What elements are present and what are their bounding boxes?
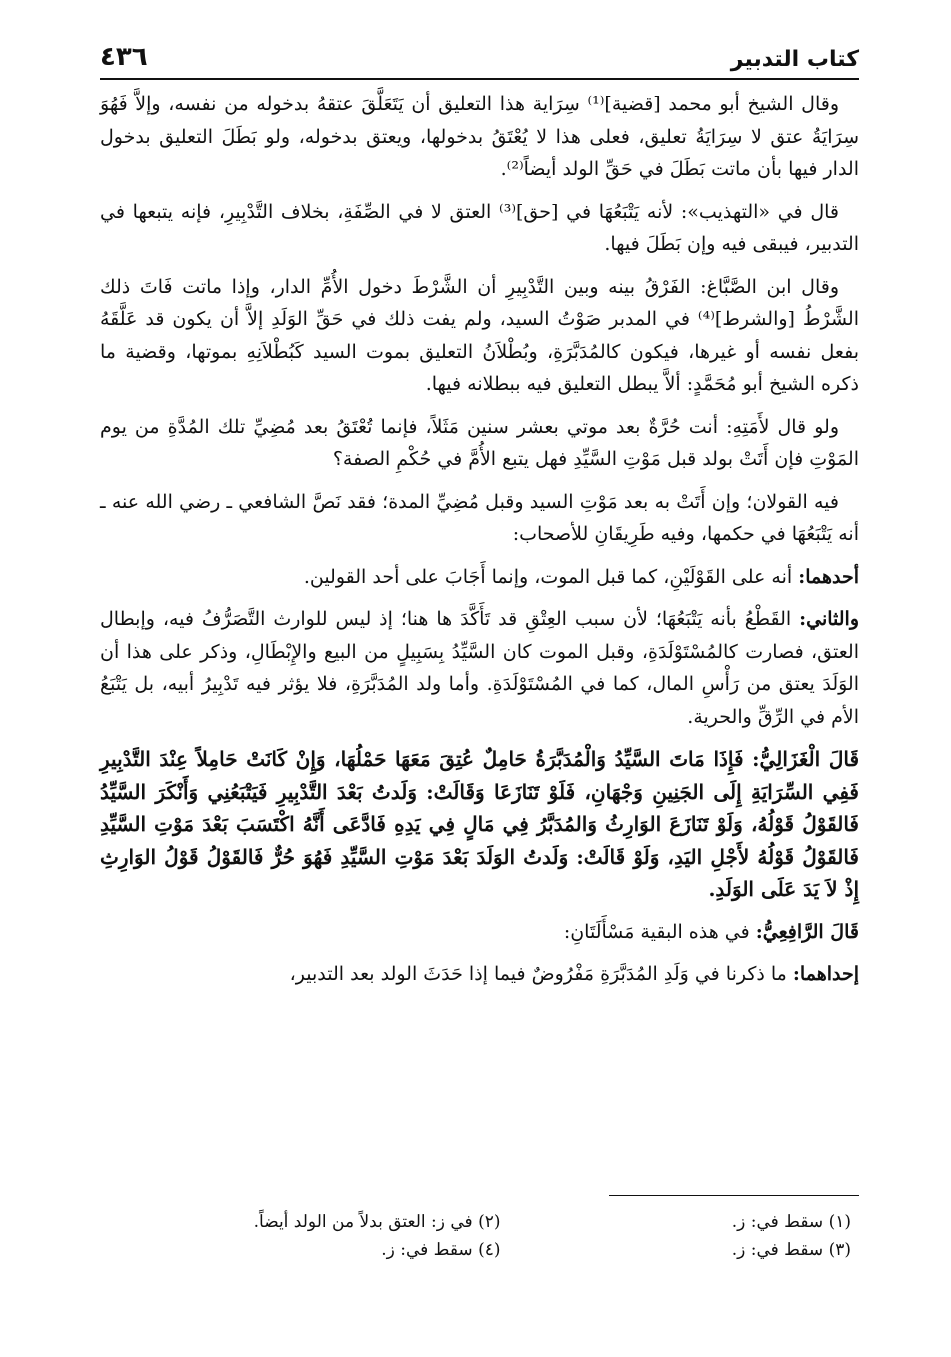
paragraph-text: أنه على القَوْلَيْنِ، كما قبل الموت، وإنما أَجَابَ على أحد القولين. [303,565,799,588]
footnote-text: في ز: العتق بدلاً من الولد أيضاً. [253,1212,473,1232]
footnotes [180,1208,851,1264]
paragraph-lead: قَالَ الرَّافِعِيُّ: [755,920,859,943]
paragraph-text: ولو قال لأَمَتِهِ: أنت حُرَّةٌ بعد موتي بعشر سنين مَثَلاً، فإنما تُعْتَقُ بعد مُضِيِّ تلك المُدَّةِ من يوم المَوْتِ فإن أَتَتْ بولد قبل مَوْتِ السَّيِّدِ فهل يتبع الأُمَّ في حُكْمِ الصفة؟ [100,415,859,470]
footnote-number: (٣) [828,1240,851,1260]
paragraph-text: ما ذكرنا في وَلَدِ المُدَبَّرَةِ مَفْرُوضٌ فيما إذا حَدَثَ الولد بعد التدبير، [289,963,793,985]
footnote-number: (٤) [478,1240,501,1260]
page-header [100,32,859,80]
paragraph-text: وقال الشيخ أبو محمد [قضية]⁽¹⁾ سِرَاية هذا التعليق أن يَتَعَلَّقَ عتقهُ بدخوله من نفسه، وإلاَّ فَهُوَ سِرَايَةُ عتق لا سِرَايَةُ تعليق، فعلى هذا لا يُعْتَقُ بدخولها، ويعتق بدخوله، ولو بَطَلَ التعليق بدخول الدار فيها بأن ماتت بَطَلَ في حَقِّ الولد أيضاً⁽²⁾. [100,93,859,180]
paragraph [100,411,859,476]
footnote [531,1236,852,1264]
paragraph [100,958,859,991]
paragraph-text: القَطْعُ بأنه يَتْبَعُهَا؛ لأن سبب العِتْقِ قد تَأَكَّدَ ها هنا؛ إذ ليس للوارث التَّصَرُّفُ فيه، وإبطال العتق، فصارت كالمُسْتَوْلَدَةِ، وقبل الموت كان السَّيِّدُ بِسَبِيلٍ من البيع والإِبْطَالِ، وذكر على هذا أن الوَلَدَ يعتق من رَأْسِ المال، كما في المُسْتَوْلَدَةِ. وأما ولد المُدَبَّرَةِ، فلا يؤثر فيه تَدْبِيرُ أبيه، بل يَتْبَعُ الأم في الرِّقِّ والحرية. [100,608,859,728]
book-title: كتاب التدبير [730,47,859,72]
paragraph-lead: أحدهما: [798,565,859,588]
paragraph-lead: والثاني: [799,608,859,630]
footnote [180,1208,501,1236]
footnote-text: سقط في: ز. [731,1212,824,1232]
paragraph-lead: قَالَ الْغَزَالِيُّ: [752,747,860,771]
footnote-text: سقط في: ز. [731,1240,824,1260]
paragraph [100,196,859,261]
footnote-text: سقط في: ز. [381,1240,473,1260]
footnote-number: (١) [828,1212,851,1232]
footnote-number: (٢) [478,1212,501,1232]
paragraph [100,916,859,949]
footnote [531,1208,852,1236]
paragraph [100,486,859,551]
paragraph-text: قال في «التهذيب»: لأنه يَتْبَعُهَا في [حق]⁽³⁾ العتق لا في الصِّفَةِ، بخلاف التَّدْبِيرِ، فإنه يتبعها في التدبير، فيبقى فيه وإن بَطَلَ فيها. [100,200,859,255]
paragraph-lead: إحداهما: [792,963,859,985]
paragraph-text: وقال ابن الصَّبَّاغ: الفَرْقُ بينه وبين التَّدْبِيرِ أن الشَّرْطَ دخول الأُمِّ الدار، وإذا ماتت فَاتَ ذلك الشَّرْطُ [والشرط]⁽⁴⁾ في المدبر صَوْتُ السيد، ولم يفت ذلك في حَقِّ الوَلَدِ إلاَّ أن يكون قد عَلَّقَهُ بفعل نفسه أو غيرها، فيكون كالمُدَبَّرَةِ، وبُطْلاَنُ التعليق بموت السيد كَبُطْلاَنِهِ بموتها، وقضية ما ذكره الشيخ أبو مُحَمَّدٍ: ألاَّ يبطل التعليق فيه ببطلانه فيها. [100,275,859,395]
paragraph-text: فَإِذَا مَاتَ السَّيِّدُ وَالْمُدَبَّرَةُ حَامِلٌ عُتِقَ مَعَهَا حَمْلُهَا، وَإِنْ كَانَتْ حَامِلاً عِنْدَ التَّدْبِيرِ فَفِي السِّرَايَةِ إِلَى الجَنِينِ وَجْهَانِ، فَلَوْ تَنَازَعَا وَقَالَتْ: وَلَدتُ بَعْدَ التَّدْبِيرِ فَيَتْبَعُنِي وَأَنْكَرَ السَّيِّدُ فَالقَوْلُ قَوْلُهُ، وَلَوْ تَنَازَعَ الوَارِثُ وَالمُدَبَّرُ فِي مَالٍ فِي يَدِهِ فَادَّعَى أَنَّهُ اكْتَسَبَ بَعْدَ مَوْتِ السَّيِّدِ فَالقَوْلُ قَوْلُهُ لأَجْلِ اليَدِ، وَلَوْ قَالَتْ: وَلَدتُ الوَلَدَ بَعْدَ مَوْتِ السَّيِّدِ فَهُوَ حُرٌّ فَالقَوْلُ قَوْلُ الوَارِثِ إِذْ لاَ يَدَ عَلَى الوَلَدِ. [100,747,859,901]
footnote-divider [609,1195,859,1196]
page-number: ٤٣٦ [100,42,148,72]
paragraph-text: فيه القولان؛ وإن أَتَتْ به بعد مَوْتِ السيد وقبل مُضِيِّ المدة؛ فقد نَصَّ الشافعي ـ رضي الله عنه ـ أنه يَتْبَعُهَا في حكمها، وفيه طَرِيقَانِ للأصحاب: [100,490,859,545]
paragraph-text: في هذه البقية مَسْأَلَتَانِ: [563,920,756,943]
footnote [180,1236,501,1264]
paragraph [100,561,859,594]
paragraph [100,88,859,186]
paragraph [100,271,859,401]
paragraph [100,603,859,733]
body-text [100,88,859,1001]
matn-paragraph [100,743,859,906]
